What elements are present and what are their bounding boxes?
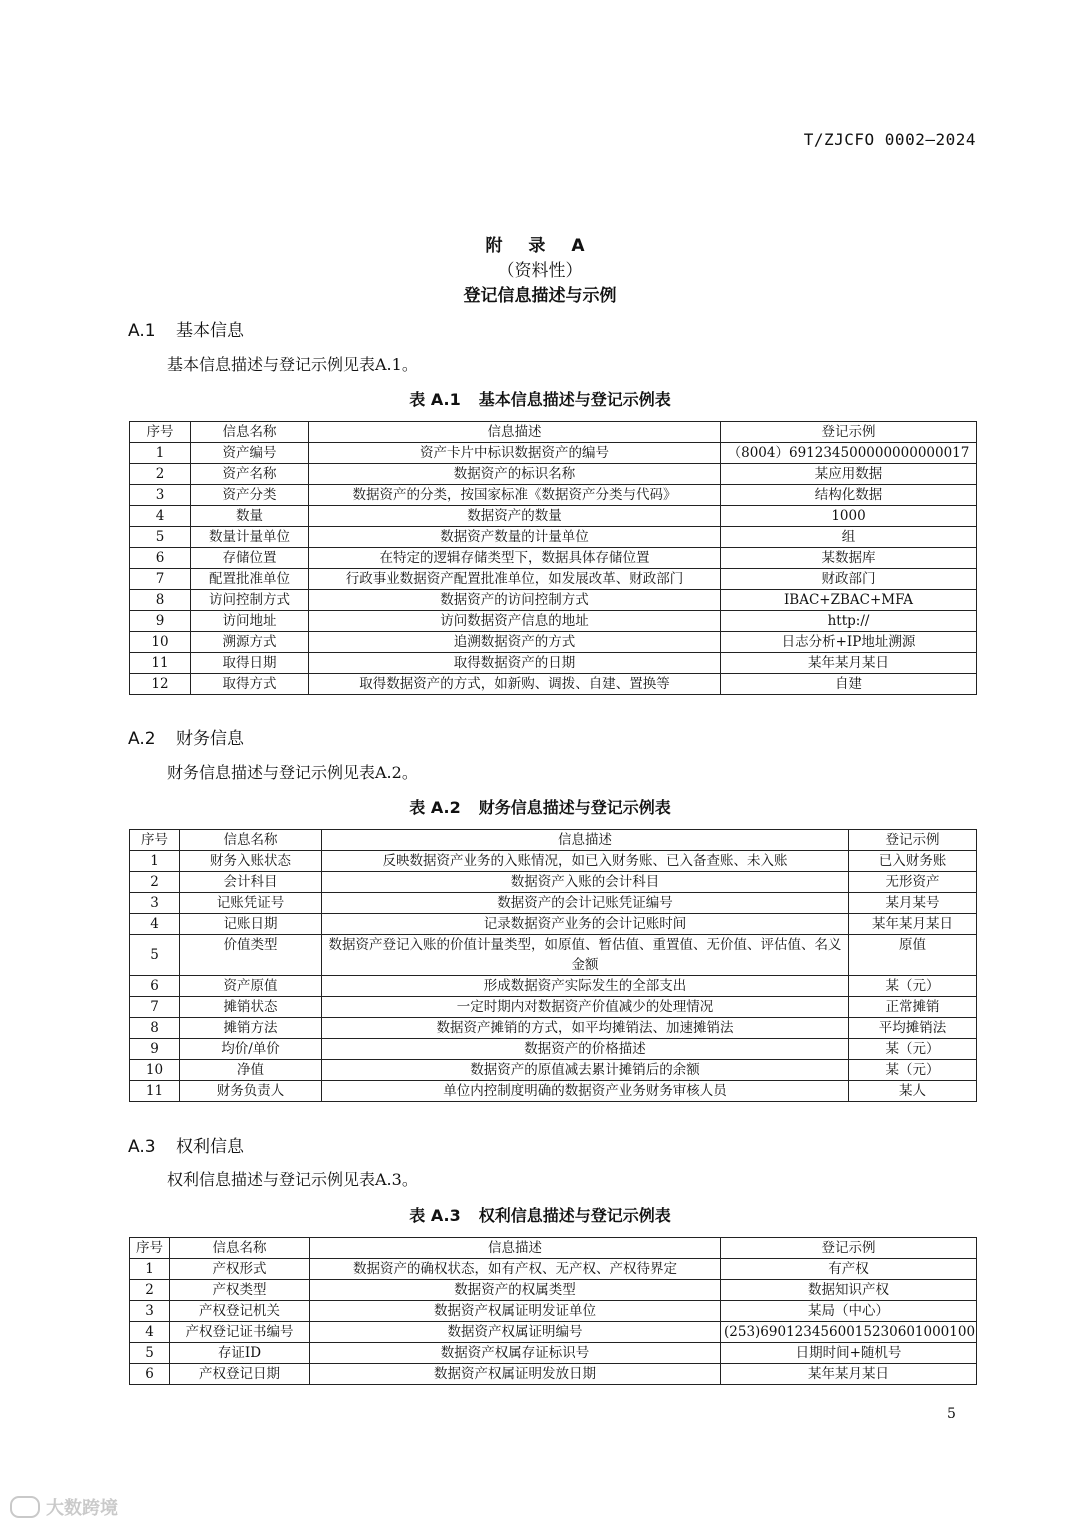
registration-example-cell: 某数据库 [721,548,977,569]
row-number-cell: 12 [130,674,191,695]
table-number: 表 A.3 [409,1206,461,1225]
table-row [130,548,977,569]
table-row [130,632,977,653]
table-row [130,506,977,527]
table-header-row [130,1238,977,1259]
info-description-cell: 追溯数据资产的方式 [309,632,721,653]
table-row [130,1301,977,1322]
table-row [130,1060,977,1081]
table-row [130,872,977,893]
info-description-cell: 数据资产的权属类型 [310,1280,721,1301]
info-name-cell: 访问控制方式 [191,590,309,611]
info-name-cell: 取得方式 [191,674,309,695]
info-description-cell: 数据资产摊销的方式，如平均摊销法、加速摊销法 [322,1018,849,1039]
row-number-cell: 9 [130,611,191,632]
info-description-cell: 数据资产登记入账的价值计量类型，如原值、暂估值、重置值、无价值、评估值、名义金额 [322,935,849,976]
table-row [130,976,977,997]
column-header: 信息名称 [180,830,322,851]
info-name-cell: 产权登记日期 [170,1364,310,1385]
row-number-cell: 3 [130,1301,170,1322]
info-description-cell: 数据资产权属证明编号 [310,1322,721,1343]
info-name-cell: 资产分类 [191,485,309,506]
info-name-cell: 取得日期 [191,653,309,674]
table-row [130,1364,977,1385]
table-row [130,935,977,976]
row-number-cell: 6 [130,1364,170,1385]
column-header: 信息描述 [310,1238,721,1259]
registration-example-cell: 财政部门 [721,569,977,590]
info-description-cell: 数据资产的原值减去累计摊销后的余额 [322,1060,849,1081]
info-description-cell: 数据资产入账的会计科目 [322,872,849,893]
table-row [130,590,977,611]
section-title: 基本信息 [176,321,244,341]
info-name-cell: 记账凭证号 [180,893,322,914]
table-number: 表 A.2 [409,798,461,817]
column-header: 信息名称 [170,1238,310,1259]
row-number-cell: 5 [130,1343,170,1364]
table-row [130,569,977,590]
info-description-cell: 取得数据资产的方式，如新购、调拨、自建、置换等 [309,674,721,695]
info-description-cell: 数据资产的价格描述 [322,1039,849,1060]
info-description-cell: 资产卡片中标识数据资产的编号 [309,443,721,464]
section-title: 权利信息 [176,1137,244,1157]
registration-example-cell: IBAC+ZBAC+MFA [721,590,977,611]
info-name-cell: 数量 [191,506,309,527]
table-row [130,485,977,506]
table-title: 财务信息描述与登记示例表 [478,798,671,817]
registration-example-cell: 有产权 [721,1259,977,1280]
row-number-cell: 5 [130,935,180,976]
registration-example-cell: 已入财务账 [849,851,977,872]
info-description-cell: 数据资产的确权状态，如有产权、无产权、产权待界定 [310,1259,721,1280]
info-description-cell: 数据资产的分类，按国家标准《数据资产分类与代码》 [309,485,721,506]
info-name-cell: 产权形式 [170,1259,310,1280]
column-header: 序号 [130,1238,170,1259]
table-row [130,997,977,1018]
row-number-cell: 11 [130,1081,180,1102]
table-title: 基本信息描述与登记示例表 [478,390,671,409]
registration-example-cell: （8004）691234500000000000017 [721,443,977,464]
info-description-cell: 数据资产的标识名称 [309,464,721,485]
table-caption-a3 [0,1203,1080,1226]
info-description-cell: 数据资产权属证明发证单位 [310,1301,721,1322]
table-row [130,1081,977,1102]
info-name-cell: 存证ID [170,1343,310,1364]
info-description-cell: 单位内控制度明确的数据资产业务财务审核人员 [322,1081,849,1102]
column-header: 信息描述 [309,422,721,443]
row-number-cell: 4 [130,506,191,527]
info-name-cell: 产权类型 [170,1280,310,1301]
row-number-cell: 9 [130,1039,180,1060]
row-number-cell: 10 [130,632,191,653]
table-row [130,1039,977,1060]
column-header: 登记示例 [721,422,977,443]
table-row [130,1259,977,1280]
registration-example-cell: 某人 [849,1081,977,1102]
basic-info-table [129,421,977,695]
registration-example-cell: (253)69012345600152306010001​00 [721,1322,977,1343]
brand-logo-icon [10,1496,40,1518]
info-name-cell: 价值类型 [180,935,322,976]
registration-example-cell: 正常摊销 [849,997,977,1018]
info-name-cell: 配置批准单位 [191,569,309,590]
info-description-cell: 数据资产的访问控制方式 [309,590,721,611]
info-name-cell: 产权登记机关 [170,1301,310,1322]
registration-example-cell: 某月某号 [849,893,977,914]
registration-example-cell: 无形资产 [849,872,977,893]
registration-example-cell: 平均摊销法 [849,1018,977,1039]
watermark [0,1487,210,1527]
section-heading-a1 [128,316,244,341]
registration-example-cell: 某应用数据 [721,464,977,485]
column-header: 序号 [130,830,180,851]
registration-example-cell: 自建 [721,674,977,695]
registration-example-cell: 组 [721,527,977,548]
table-header-row [130,422,977,443]
row-number-cell: 4 [130,1322,170,1343]
section-intro-a1: 基本信息描述与登记示例见表A.1。 [167,355,418,374]
table-row [130,914,977,935]
standard-code: T/ZJCFO 0002—2024 [803,130,976,149]
table-row [130,674,977,695]
table-header-row [130,830,977,851]
info-description-cell: 数据资产数量的计量单位 [309,527,721,548]
info-description-cell: 取得数据资产的日期 [309,653,721,674]
table-row [130,893,977,914]
section-number: A.1 [128,321,156,341]
registration-example-cell: 某年某月某日 [721,1364,977,1385]
table-row [130,653,977,674]
column-header: 序号 [130,422,191,443]
table-row [130,1018,977,1039]
info-name-cell: 记账日期 [180,914,322,935]
info-name-cell: 资产编号 [191,443,309,464]
row-number-cell: 3 [130,485,191,506]
info-description-cell: 反映数据资产业务的入账情况，如已入财务账、已入备查账、未入账 [322,851,849,872]
appendix-label: 附 录 A [485,236,595,256]
table-number: 表 A.1 [409,390,461,409]
info-name-cell: 摊销状态 [180,997,322,1018]
info-description-cell: 访问数据资产信息的地址 [309,611,721,632]
registration-example-cell: 1000 [721,506,977,527]
table-row [130,527,977,548]
table-row [130,1343,977,1364]
row-number-cell: 10 [130,1060,180,1081]
info-name-cell: 资产原值 [180,976,322,997]
page-number: 5 [947,1406,956,1422]
row-number-cell: 7 [130,997,180,1018]
table-row [130,1280,977,1301]
info-name-cell: 净值 [180,1060,322,1081]
table-row [130,611,977,632]
section-intro-a2: 财务信息描述与登记示例见表A.2。 [167,763,418,782]
section-title: 财务信息 [176,729,244,749]
table-caption-a2 [0,795,1080,818]
appendix-title: 登记信息描述与示例 [463,286,617,306]
info-name-cell: 摊销方法 [180,1018,322,1039]
row-number-cell: 11 [130,653,191,674]
row-number-cell: 4 [130,914,180,935]
column-header: 信息名称 [191,422,309,443]
info-name-cell: 财务入账状态 [180,851,322,872]
info-description-cell: 数据资产权属证明发放日期 [310,1364,721,1385]
row-number-cell: 3 [130,893,180,914]
section-heading-a3 [128,1132,244,1157]
registration-example-cell: 日期时间+随机号 [721,1343,977,1364]
section-number: A.2 [128,729,156,749]
registration-example-cell: 结构化数据 [721,485,977,506]
info-description-cell: 记录数据资产业务的会计记账时间 [322,914,849,935]
info-name-cell: 产权登记证书编号 [170,1322,310,1343]
info-name-cell: 数量计量单位 [191,527,309,548]
row-number-cell: 6 [130,548,191,569]
registration-example-cell: 某（元） [849,1039,977,1060]
row-number-cell: 2 [130,872,180,893]
registration-example-cell: 某（元） [849,1060,977,1081]
info-description-cell: 行政事业数据资产配置批准单位，如发展改革、财政部门 [309,569,721,590]
registration-example-cell: 数据知识产权 [721,1280,977,1301]
registration-example-cell: 原值 [849,935,977,976]
info-name-cell: 会计科目 [180,872,322,893]
row-number-cell: 1 [130,1259,170,1280]
registration-example-cell: 某局（中心） [721,1301,977,1322]
row-number-cell: 5 [130,527,191,548]
table-title: 权利信息描述与登记示例表 [478,1206,671,1225]
table-row [130,464,977,485]
column-header: 登记示例 [721,1238,977,1259]
registration-example-cell: 某年某月某日 [849,914,977,935]
row-number-cell: 6 [130,976,180,997]
row-number-cell: 7 [130,569,191,590]
table-row [130,443,977,464]
row-number-cell: 2 [130,1280,170,1301]
info-description-cell: 在特定的逻辑存储类型下，数据具体存储位置 [309,548,721,569]
column-header: 信息描述 [322,830,849,851]
info-name-cell: 资产名称 [191,464,309,485]
column-header: 登记示例 [849,830,977,851]
watermark-text: 大数跨境 [46,1498,118,1519]
info-description-cell: 形成数据资产实际发生的全部支出 [322,976,849,997]
row-number-cell: 8 [130,590,191,611]
financial-info-table [129,829,977,1102]
info-name-cell: 存储位置 [191,548,309,569]
info-name-cell: 均价/单价 [180,1039,322,1060]
section-number: A.3 [128,1137,156,1157]
row-number-cell: 2 [130,464,191,485]
appendix-nature: （资料性） [497,261,583,281]
info-description-cell: 数据资产的数量 [309,506,721,527]
row-number-cell: 8 [130,1018,180,1039]
registration-example-cell: http:// [721,611,977,632]
table-caption-a1 [0,387,1080,410]
section-heading-a2 [128,724,244,749]
rights-info-table [129,1237,977,1385]
row-number-cell: 1 [130,443,191,464]
info-description-cell: 数据资产的会计记账凭证编号 [322,893,849,914]
info-description-cell: 一定时期内对数据资产价值减少的处理情况 [322,997,849,1018]
info-description-cell: 数据资产权属存证标识号 [310,1343,721,1364]
registration-example-cell: 日志分析+IP地址溯源 [721,632,977,653]
table-row [130,851,977,872]
table-row [130,1322,977,1343]
section-intro-a3: 权利信息描述与登记示例见表A.3。 [167,1170,418,1189]
info-name-cell: 财务负责人 [180,1081,322,1102]
registration-example-cell: 某年某月某日 [721,653,977,674]
info-name-cell: 溯源方式 [191,632,309,653]
row-number-cell: 1 [130,851,180,872]
registration-example-cell: 某（元） [849,976,977,997]
info-name-cell: 访问地址 [191,611,309,632]
